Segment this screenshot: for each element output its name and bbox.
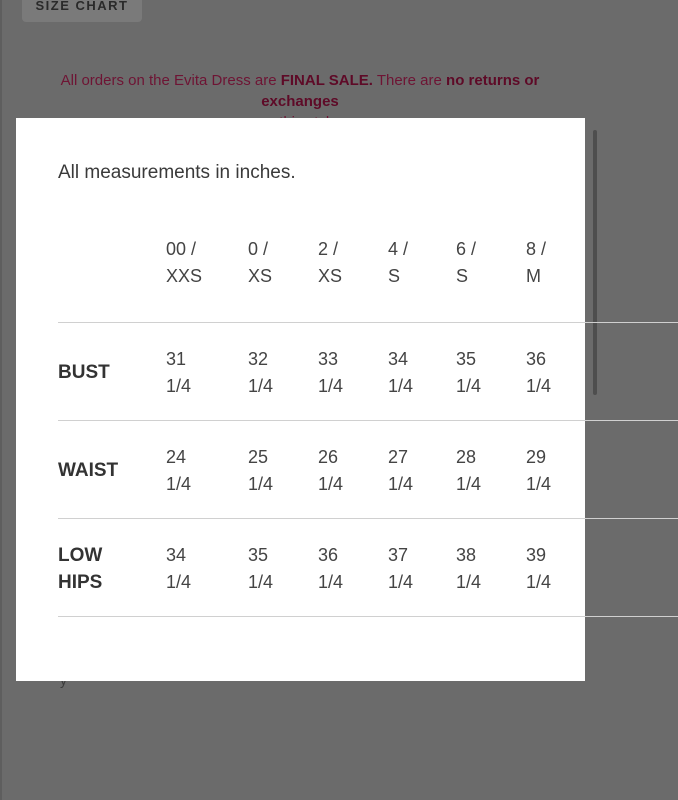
value-fraction: 1/4: [248, 376, 274, 396]
measurement-value: [456, 542, 481, 596]
measurement-value: [248, 444, 273, 498]
measurement-note: All measurements in inches.: [58, 162, 296, 183]
value-fraction: 1/4: [166, 376, 192, 396]
value-fraction: 1/4: [526, 474, 552, 494]
value-fraction: 1/4: [526, 572, 552, 592]
value-fraction: 1/4: [166, 474, 192, 494]
size-column-letter: S: [456, 266, 469, 286]
measurement-label: [58, 359, 128, 386]
size-table: [58, 223, 678, 617]
size-column-letter: S: [388, 266, 401, 286]
size-column-letter: M: [526, 266, 541, 286]
measurement-value: [166, 542, 191, 596]
size-column-letter: XS: [318, 266, 343, 286]
measurement-label: [58, 457, 128, 484]
measurement-value: [388, 542, 413, 596]
value-fraction: 1/4: [318, 474, 344, 494]
value-whole: 33: [318, 349, 339, 369]
size-chart-button[interactable]: [22, 0, 142, 22]
value-whole: 26: [318, 447, 339, 467]
notice-middle: There are: [372, 72, 447, 89]
measurement-value: [318, 346, 343, 400]
value-whole: 36: [526, 349, 547, 369]
measurement-label-line: LOW: [58, 545, 103, 566]
measurement-value: [166, 346, 191, 400]
measurement-label: [58, 542, 128, 596]
measurement-value: [166, 444, 191, 498]
size-column-number: 8 /: [526, 239, 547, 259]
value-fraction: 1/4: [166, 572, 192, 592]
value-fraction: 1/4: [248, 572, 274, 592]
measurement-value: [526, 542, 551, 596]
value-whole: 29: [526, 447, 547, 467]
value-whole: 24: [166, 447, 187, 467]
size-column-header: [388, 236, 408, 290]
value-whole: 38: [456, 545, 477, 565]
measurement-value: [318, 542, 343, 596]
table-header-row: [58, 223, 678, 323]
measurement-value: [526, 346, 551, 400]
value-fraction: 1/4: [248, 474, 274, 494]
size-column-header: [248, 236, 272, 290]
value-whole: 34: [166, 545, 187, 565]
size-chart-button-label: SIZE CHART: [35, 0, 129, 13]
size-column-number: 4 /: [388, 239, 409, 259]
measurement-value: [388, 346, 413, 400]
size-column-header: [526, 236, 546, 290]
value-whole: 25: [248, 447, 269, 467]
measurement-value: [456, 346, 481, 400]
size-column-number: 6 /: [456, 239, 477, 259]
size-column-letter: XS: [248, 266, 273, 286]
value-fraction: 1/4: [456, 572, 482, 592]
measurement-label-line: BUST: [58, 362, 110, 383]
measurement-label-line: WAIST: [58, 460, 119, 481]
value-whole: 28: [456, 447, 477, 467]
value-whole: 35: [456, 349, 477, 369]
value-fraction: 1/4: [456, 376, 482, 396]
size-column-letter: XXS: [166, 266, 203, 286]
measurement-value: [456, 444, 481, 498]
value-whole: 36: [318, 545, 339, 565]
table-row: [58, 421, 678, 519]
value-fraction: 1/4: [456, 474, 482, 494]
size-chart-modal: [16, 118, 585, 681]
size-column-number: 0 /: [248, 239, 269, 259]
value-fraction: 1/4: [388, 474, 414, 494]
notice-prefix: All orders on the Evita Dress are: [60, 72, 281, 89]
table-row: [58, 519, 678, 617]
table-row: [58, 323, 678, 421]
measurement-value: [248, 542, 273, 596]
notice-final-sale: FINAL SALE.: [280, 72, 373, 89]
value-fraction: 1/4: [526, 376, 552, 396]
value-fraction: 1/4: [388, 572, 414, 592]
page-edge: [0, 0, 2, 800]
value-whole: 27: [388, 447, 409, 467]
measurement-label-line: HIPS: [58, 572, 103, 593]
value-whole: 37: [388, 545, 409, 565]
value-fraction: 1/4: [318, 376, 344, 396]
value-fraction: 1/4: [388, 376, 414, 396]
value-whole: 39: [526, 545, 547, 565]
value-fraction: 1/4: [318, 572, 344, 592]
size-column-number: 2 /: [318, 239, 339, 259]
value-whole: 32: [248, 349, 269, 369]
measurement-value: [526, 444, 551, 498]
measurement-value: [318, 444, 343, 498]
measurement-value: [388, 444, 413, 498]
value-whole: 34: [388, 349, 409, 369]
size-chart-content: [58, 118, 552, 681]
value-whole: 31: [166, 349, 187, 369]
size-column-header: [166, 236, 202, 290]
value-whole: 35: [248, 545, 269, 565]
size-column-header: [456, 236, 476, 290]
size-column-header: [318, 236, 342, 290]
measurement-value: [248, 346, 273, 400]
notice-no-returns: no returns or exchanges: [261, 72, 540, 110]
size-column-number: 00 /: [166, 239, 197, 259]
